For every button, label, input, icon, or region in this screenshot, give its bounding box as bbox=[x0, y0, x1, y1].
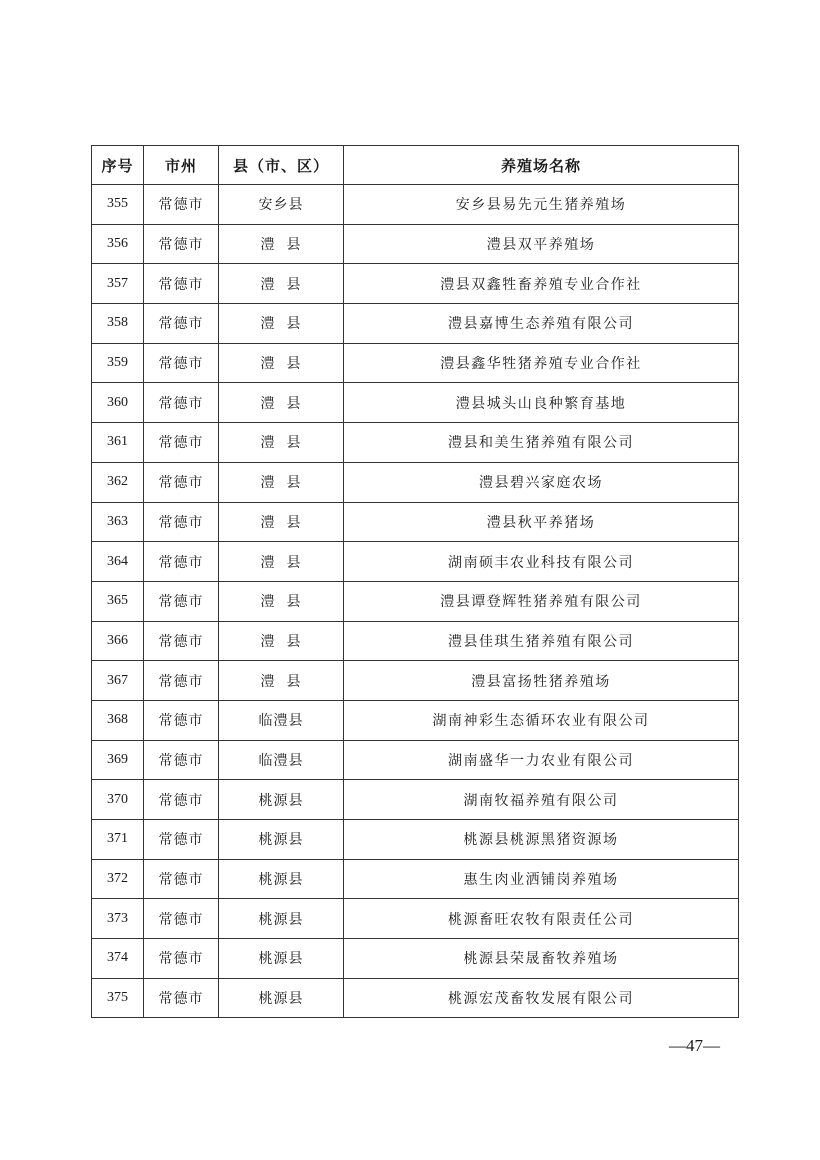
row-city: 常德市 bbox=[144, 304, 219, 344]
row-city: 常德市 bbox=[144, 462, 219, 502]
row-county: 桃源县 bbox=[219, 899, 344, 939]
row-serial-number: 375 bbox=[92, 978, 144, 1018]
row-county: 澧 县 bbox=[219, 383, 344, 423]
row-city: 常德市 bbox=[144, 264, 219, 304]
row-county: 澧 县 bbox=[219, 581, 344, 621]
row-serial-number: 366 bbox=[92, 621, 144, 661]
row-serial-number: 363 bbox=[92, 502, 144, 542]
row-farm-name: 桃源县荣晟畜牧养殖场 bbox=[344, 939, 739, 979]
row-city: 常德市 bbox=[144, 343, 219, 383]
table-row bbox=[92, 621, 739, 661]
row-farm-name: 澧县佳琪生猪养殖有限公司 bbox=[344, 621, 739, 661]
row-serial-number: 373 bbox=[92, 899, 144, 939]
table-row bbox=[92, 264, 739, 304]
row-city: 常德市 bbox=[144, 859, 219, 899]
row-farm-name: 桃源宏茂畜牧发展有限公司 bbox=[344, 978, 739, 1018]
table-row bbox=[92, 740, 739, 780]
row-farm-name: 桃源畜旺农牧有限责任公司 bbox=[344, 899, 739, 939]
row-city: 常德市 bbox=[144, 780, 219, 820]
row-city: 常德市 bbox=[144, 978, 219, 1018]
row-city: 常德市 bbox=[144, 820, 219, 860]
row-county: 澧 县 bbox=[219, 542, 344, 582]
row-farm-name: 澧县秋平养猪场 bbox=[344, 502, 739, 542]
table-row bbox=[92, 462, 739, 502]
row-county: 澧 县 bbox=[219, 462, 344, 502]
table-row bbox=[92, 780, 739, 820]
row-city: 常德市 bbox=[144, 621, 219, 661]
table-row bbox=[92, 542, 739, 582]
table-row bbox=[92, 700, 739, 740]
row-serial-number: 360 bbox=[92, 383, 144, 423]
row-serial-number: 356 bbox=[92, 224, 144, 264]
table-row bbox=[92, 661, 739, 701]
header-county: 县（市、区） bbox=[219, 146, 344, 185]
table-row bbox=[92, 343, 739, 383]
row-city: 常德市 bbox=[144, 700, 219, 740]
row-serial-number: 358 bbox=[92, 304, 144, 344]
row-county: 澧 县 bbox=[219, 343, 344, 383]
row-city: 常德市 bbox=[144, 939, 219, 979]
row-city: 常德市 bbox=[144, 502, 219, 542]
row-county: 澧 县 bbox=[219, 304, 344, 344]
header-city: 市州 bbox=[144, 146, 219, 185]
row-serial-number: 372 bbox=[92, 859, 144, 899]
row-farm-name: 湖南硕丰农业科技有限公司 bbox=[344, 542, 739, 582]
table-row bbox=[92, 581, 739, 621]
row-serial-number: 355 bbox=[92, 185, 144, 225]
page-number: —47— bbox=[669, 1036, 720, 1055]
row-serial-number: 369 bbox=[92, 740, 144, 780]
table-row bbox=[92, 423, 739, 463]
row-serial-number: 365 bbox=[92, 581, 144, 621]
row-farm-name: 湖南盛华一力农业有限公司 bbox=[344, 740, 739, 780]
table-row bbox=[92, 859, 739, 899]
row-farm-name: 澧县双鑫牲畜养殖专业合作社 bbox=[344, 264, 739, 304]
row-farm-name: 桃源县桃源黑猪资源场 bbox=[344, 820, 739, 860]
row-county: 临澧县 bbox=[219, 740, 344, 780]
row-serial-number: 368 bbox=[92, 700, 144, 740]
table-row bbox=[92, 502, 739, 542]
row-farm-name: 澧县双平养殖场 bbox=[344, 224, 739, 264]
table-row bbox=[92, 185, 739, 225]
row-serial-number: 367 bbox=[92, 661, 144, 701]
table-row bbox=[92, 899, 739, 939]
row-serial-number: 370 bbox=[92, 780, 144, 820]
table-row bbox=[92, 978, 739, 1018]
row-city: 常德市 bbox=[144, 185, 219, 225]
row-farm-name: 湖南神彩生态循环农业有限公司 bbox=[344, 700, 739, 740]
row-farm-name: 澧县和美生猪养殖有限公司 bbox=[344, 423, 739, 463]
row-city: 常德市 bbox=[144, 661, 219, 701]
row-city: 常德市 bbox=[144, 740, 219, 780]
row-farm-name: 安乡县易先元生猪养殖场 bbox=[344, 185, 739, 225]
row-farm-name: 澧县富扬牲猪养殖场 bbox=[344, 661, 739, 701]
row-serial-number: 362 bbox=[92, 462, 144, 502]
table-header-row bbox=[92, 146, 739, 185]
row-serial-number: 357 bbox=[92, 264, 144, 304]
row-county: 桃源县 bbox=[219, 978, 344, 1018]
row-county: 安乡县 bbox=[219, 185, 344, 225]
row-county: 澧 县 bbox=[219, 264, 344, 304]
row-county: 临澧县 bbox=[219, 700, 344, 740]
row-farm-name: 澧县城头山良种繁育基地 bbox=[344, 383, 739, 423]
row-serial-number: 361 bbox=[92, 423, 144, 463]
row-farm-name: 澧县鑫华牲猪养殖专业合作社 bbox=[344, 343, 739, 383]
row-city: 常德市 bbox=[144, 542, 219, 582]
row-county: 桃源县 bbox=[219, 780, 344, 820]
row-county: 桃源县 bbox=[219, 820, 344, 860]
row-serial-number: 371 bbox=[92, 820, 144, 860]
header-serial-number: 序号 bbox=[92, 146, 144, 185]
row-county: 澧 县 bbox=[219, 224, 344, 264]
row-farm-name: 湖南牧福养殖有限公司 bbox=[344, 780, 739, 820]
row-county: 桃源县 bbox=[219, 859, 344, 899]
farm-list-table bbox=[91, 145, 739, 1018]
row-city: 常德市 bbox=[144, 899, 219, 939]
header-farm-name: 养殖场名称 bbox=[344, 146, 739, 185]
row-serial-number: 374 bbox=[92, 939, 144, 979]
row-county: 桃源县 bbox=[219, 939, 344, 979]
table-row bbox=[92, 304, 739, 344]
row-farm-name: 惠生肉业洒铺岗养殖场 bbox=[344, 859, 739, 899]
row-farm-name: 澧县碧兴家庭农场 bbox=[344, 462, 739, 502]
row-city: 常德市 bbox=[144, 383, 219, 423]
row-county: 澧 县 bbox=[219, 423, 344, 463]
row-serial-number: 364 bbox=[92, 542, 144, 582]
row-city: 常德市 bbox=[144, 423, 219, 463]
row-county: 澧 县 bbox=[219, 621, 344, 661]
row-city: 常德市 bbox=[144, 581, 219, 621]
table-row bbox=[92, 939, 739, 979]
row-city: 常德市 bbox=[144, 224, 219, 264]
table-row bbox=[92, 383, 739, 423]
row-farm-name: 澧县嘉博生态养殖有限公司 bbox=[344, 304, 739, 344]
row-county: 澧 县 bbox=[219, 661, 344, 701]
row-farm-name: 澧县谭登辉牲猪养殖有限公司 bbox=[344, 581, 739, 621]
table-row bbox=[92, 224, 739, 264]
row-county: 澧 县 bbox=[219, 502, 344, 542]
table-row bbox=[92, 820, 739, 860]
table-body bbox=[92, 185, 739, 1018]
row-serial-number: 359 bbox=[92, 343, 144, 383]
